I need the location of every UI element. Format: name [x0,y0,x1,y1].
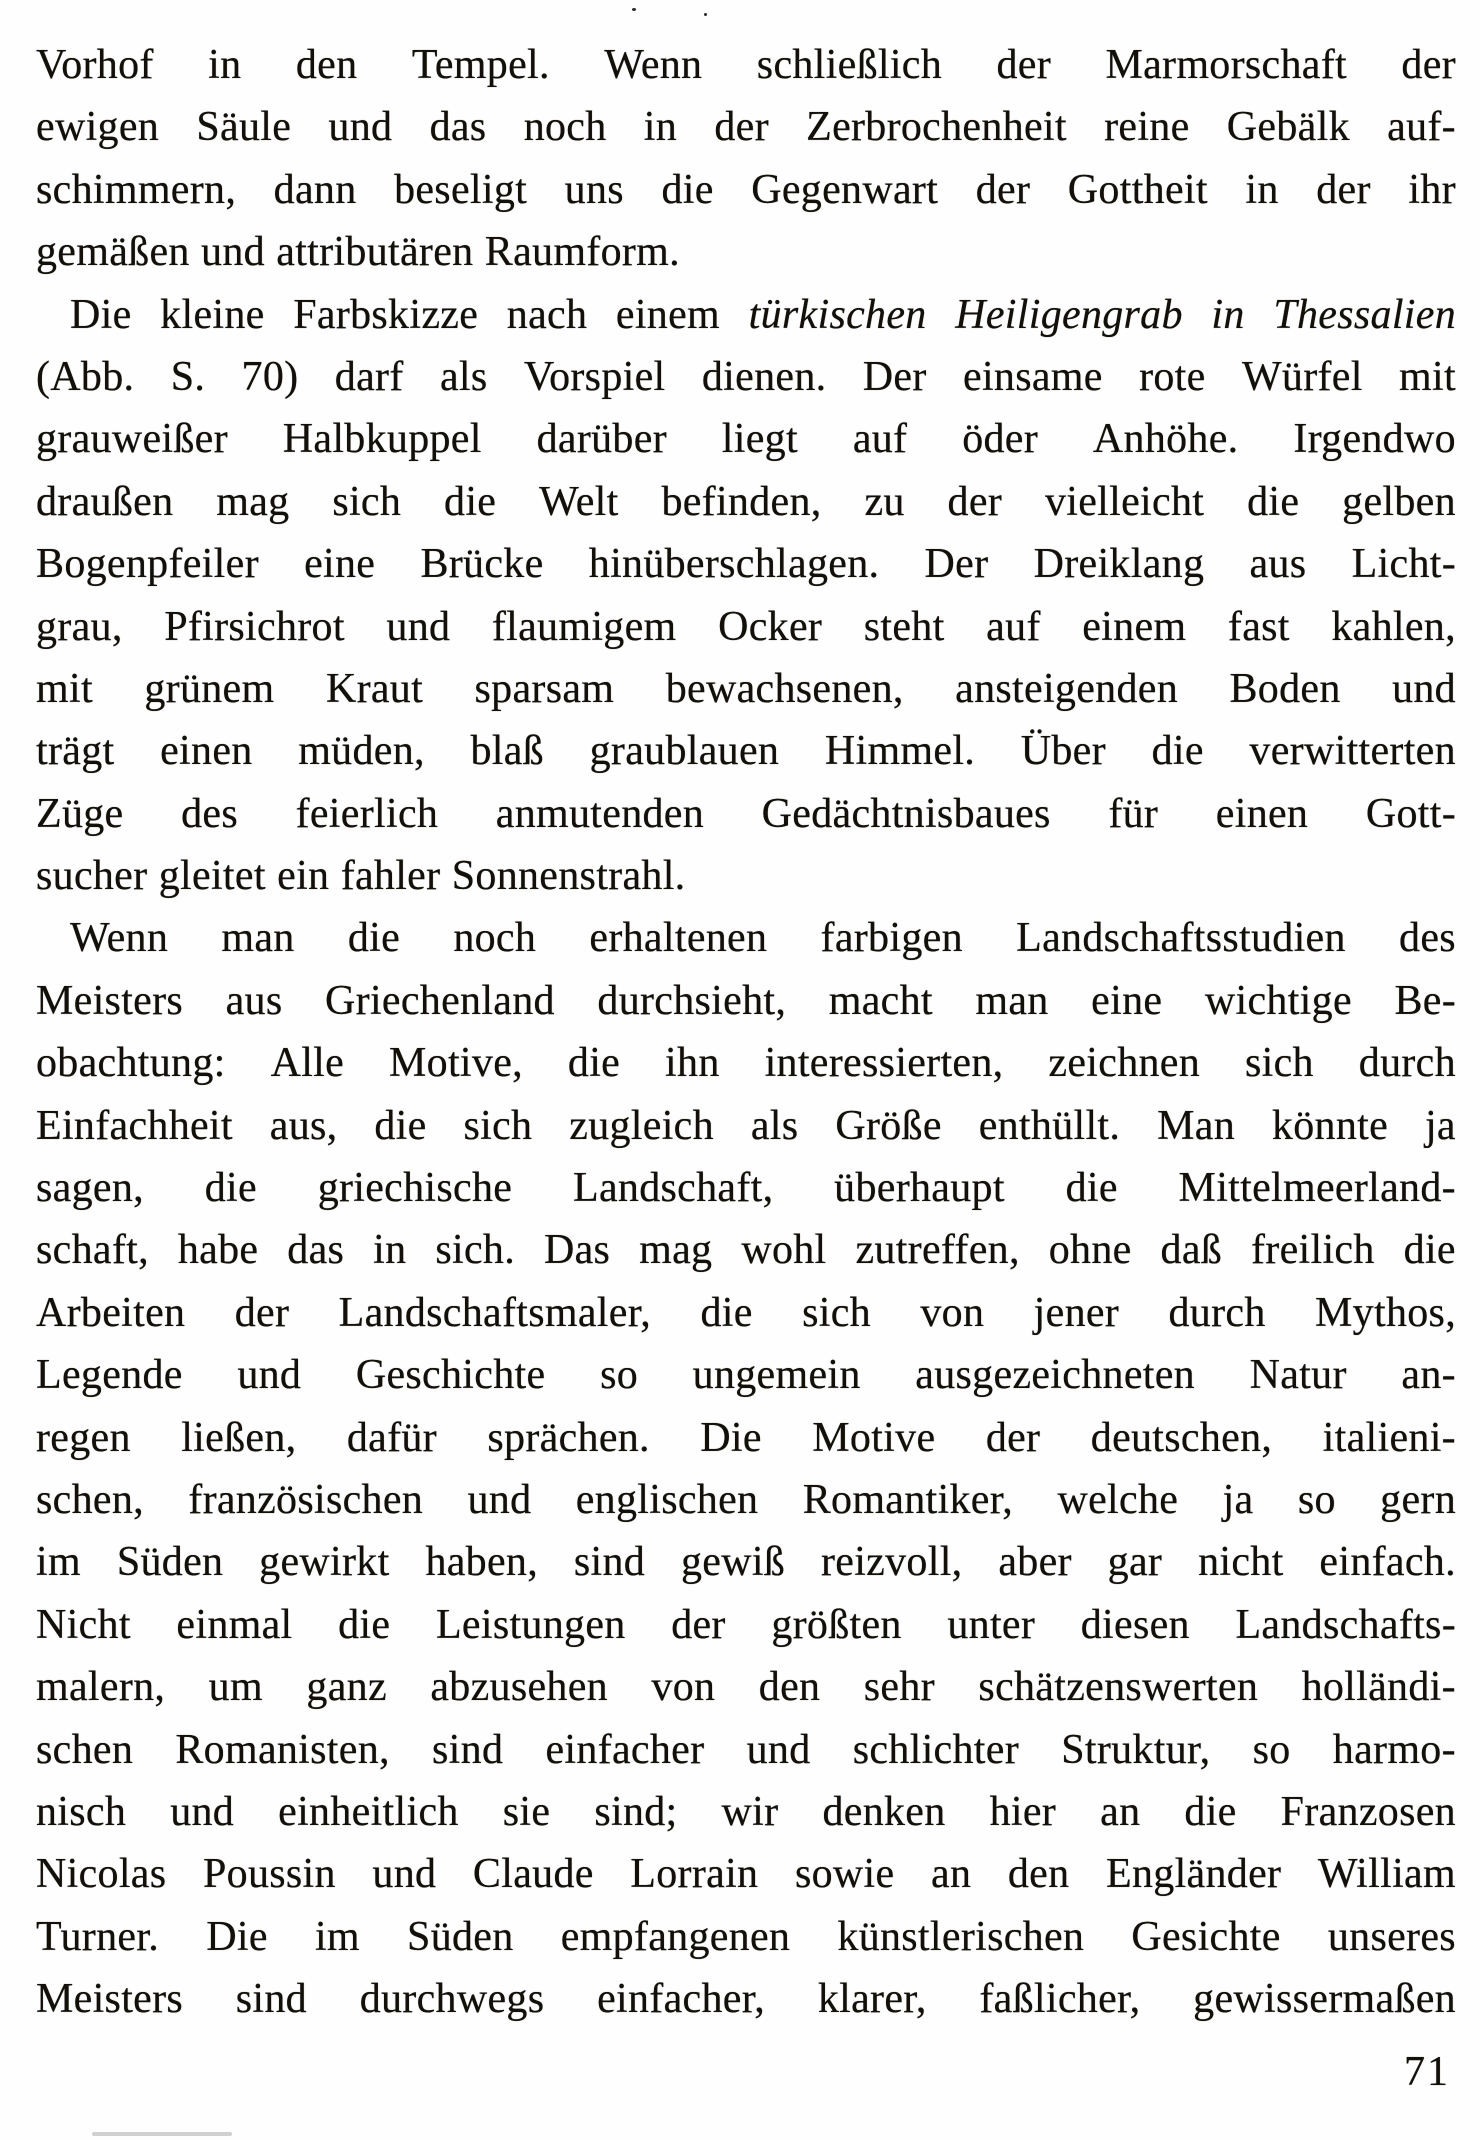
scan-speck [704,13,707,16]
text-line: Meisters aus Griechenland durchsieht, macht man eine wichtige Be- [36,977,1456,1024]
text-line: Vorhof in den Tempel. Wenn schließlich der Marmorschaft der [36,42,1456,88]
text-line: mit grünem Kraut sparsam bewachsenen, ansteigenden Boden und [36,665,1456,712]
text-line: Meisters sind durchwegs einfacher, klarer, faßlicher, gewissermaßen [36,1976,1456,2023]
text-line: Turner. Die im Süden empfangenen künstlerischen Gesichte unseres [36,1913,1456,1960]
text-line: schaft, habe das in sich. Das mag wohl zutreffen, ohne daß freilich die [36,1227,1456,1274]
text-line: Züge des feierlich anmutenden Gedächtnisbaues für einen Gott- [36,790,1456,837]
text-line: Legende und Geschichte so ungemein ausgezeichneten Natur an- [36,1352,1456,1399]
text-line: (Abb. S. 70) darf als Vorspiel dienen. Der einsame rote Würfel mit [36,353,1456,400]
text-line: draußen mag sich die Welt befinden, zu der vielleicht die gelben [36,478,1456,525]
text-line: sucher gleitet ein fahler Sonnenstrahl. [36,853,686,900]
text-line: Nicht einmal die Leistungen der größten unter diesen Landschafts- [36,1601,1456,1648]
text-line: schimmern, dann beseligt uns die Gegenwart der Gottheit in der ihr [36,166,1456,213]
text-line: Nicolas Poussin und Claude Lorrain sowie an den Engländer William [36,1851,1456,1898]
text-line: regen ließen, dafür sprächen. Die Motive der deutschen, italieni- [36,1414,1456,1461]
text-line: Wenn man die noch erhaltenen farbigen Landschaftsstudien des [70,915,1456,962]
text-line: Arbeiten der Landschaftsmaler, die sich von jener durch Mythos, [36,1289,1456,1336]
text-line: malern, um ganz abzusehen von den sehr schätzenswerten holländi- [36,1664,1456,1711]
text-line: nisch und einheitlich sie sind; wir denken hier an die Franzosen [36,1788,1456,1835]
text-line: Einfachheit aus, die sich zugleich als Größe enthüllt. Man könnte ja [36,1102,1456,1149]
text-line: im Süden gewirkt haben, sind gewiß reizvoll, aber gar nicht einfach. [36,1539,1456,1586]
text-line: sagen, die griechische Landschaft, überhaupt die Mittelmeerland- [36,1165,1456,1212]
text-line: grauweißer Halbkuppel darüber liegt auf öder Anhöhe. Irgendwo [36,416,1456,463]
text-line: obachtung: Alle Motive, die ihn interessierten, zeichnen sich durch [36,1040,1456,1087]
text-line: gemäßen und attributären Raumform. [36,229,680,276]
text-line: Die kleine Farbskizze nach einem türkischen Heiligengrab in Thessalien [70,291,1456,338]
text-line: grau, Pfirsichrot und flaumigem Ocker steht auf einem fast kahlen, [36,603,1456,650]
text-line: schen, französischen und englischen Romantiker, welche ja so gern [36,1476,1456,1523]
text-line: schen Romanisten, sind einfacher und schlichter Struktur, so harmo- [36,1726,1456,1773]
text-line: ewigen Säule und das noch in der Zerbrochenheit reine Gebälk auf- [36,104,1456,151]
body-text [36,34,1456,2031]
text-line: trägt einen müden, blaß graublauen Himmel. Über die verwitterten [36,728,1456,775]
text-line: Bogenpfeiler eine Brücke hinüberschlagen. Der Dreiklang aus Licht- [36,541,1456,588]
scan-speck [632,8,636,11]
scan-smudge [92,2132,232,2136]
page-number: 71 [1404,2049,1450,2095]
